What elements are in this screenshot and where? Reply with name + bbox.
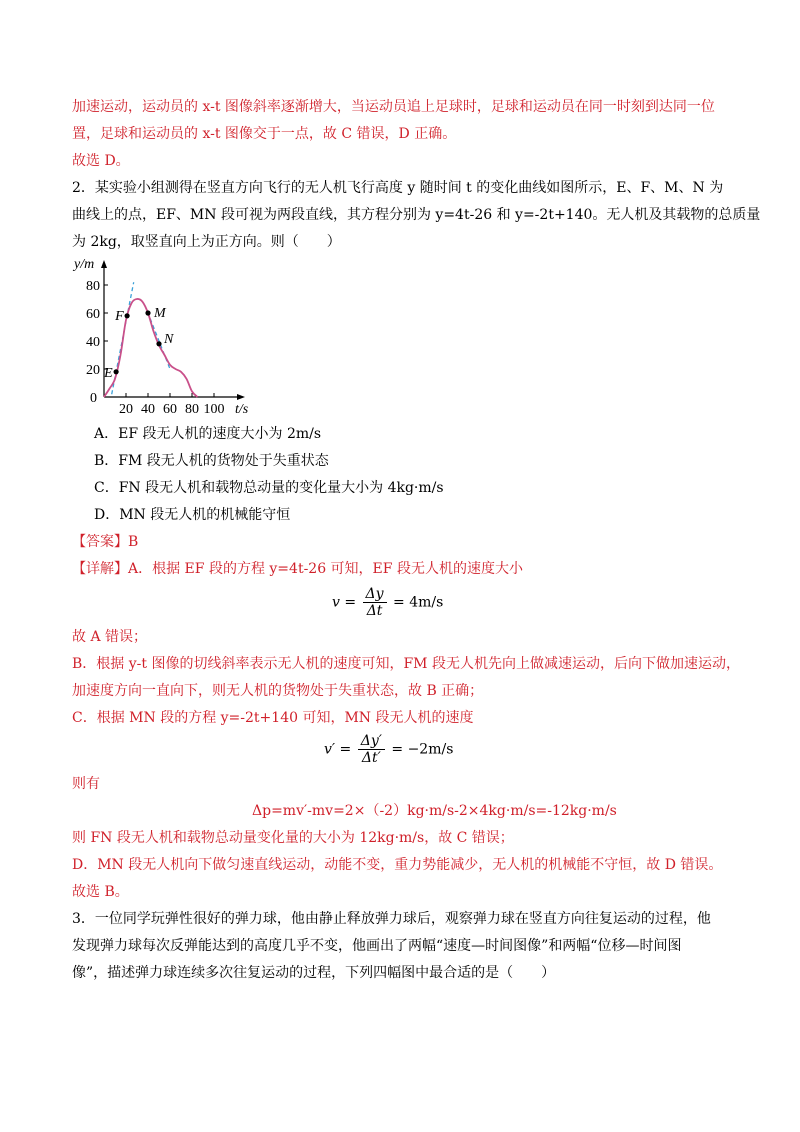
y-axis-label: y/m [74, 257, 95, 272]
detail-a-text: A．根据 EF 段的方程 y=4t-26 可知，EF 段无人机的速度大小 [128, 561, 523, 577]
answer-line [72, 532, 138, 552]
graph-points [103, 306, 174, 381]
q3-stem-line-3: 像”，描述弹力球连续多次往复运动的过程，下列四幅图中最合适的是（ ） [72, 965, 556, 981]
q3-stem-line-1: 3．一位同学玩弹性很好的弹力球，他由静止释放弹力球后，观察弹力球在竖直方向往复运动的过程，他 [72, 911, 711, 927]
detail-c-line-1: C．根据 MN 段的方程 y=-2t+140 可知，MN 段无人机的速度 [72, 710, 474, 726]
detail-a-conclusion: 故 A 错误； [72, 629, 148, 645]
eq2-numerator: Δy′ [358, 733, 385, 750]
graph-tangent-lines [112, 282, 170, 394]
detail-c-conclusion: 则 FN 段无人机和载物总动量变化量的大小为 12kg·m/s，故 C 错误； [72, 830, 514, 846]
eq2-rhs: = −2m/s [391, 741, 454, 758]
point-label-f: F [115, 308, 124, 324]
x-tick-label: 100 [203, 402, 225, 415]
graph-ticks [86, 279, 225, 415]
q2-option-a[interactable]: A．EF 段无人机的速度大小为 2m/s [94, 426, 322, 442]
eq2-denominator: Δt′ [361, 750, 381, 766]
y-tick-label: 40 [86, 335, 100, 350]
q2-stem-line-2: 曲线上的点，EF、MN 段可视为两段直线，其方程分别为 y=4t-26 和 y=-2t+140。无人机及其载物的总质量 [72, 207, 761, 223]
detail-b-line-1: B．根据 y-t 图像的切线斜率表示无人机的速度可知，FM 段无人机先向上做减速运动，后向下做加速运动， [72, 656, 740, 672]
origin-label: 0 [90, 391, 97, 406]
detail-label: 【详解】 [72, 561, 128, 577]
x-tick-label: 80 [185, 402, 199, 415]
point-f [125, 313, 130, 318]
answer-label: 【答案】 [72, 534, 128, 550]
q3-stem-line-2: 发现弹力球每次反弹能达到的高度几乎不变，他画出了两幅“速度—时间图像”和两幅“位移—时间图 [72, 938, 682, 954]
detail-b-line-2: 加速度方向一直向下，则无人机的货物处于失重状态，故 B 正确； [72, 683, 484, 699]
drone-height-time-graph [72, 245, 282, 415]
prev-answer-line-2: 置，足球和运动员的 x-t 图像交于一点，故 C 错误，D 正确。 [72, 126, 457, 142]
detail-d-line: D．MN 段无人机向下做匀速直线运动，动能不变，重力势能减少，无人机的机械能不守恒，故 D 错误。 [72, 857, 723, 873]
eq1-fraction [363, 586, 387, 619]
q2-option-b[interactable]: B．FM 段无人机的货物处于失重状态 [94, 453, 329, 469]
y-axis-arrow [101, 260, 107, 268]
point-label-n: N [164, 331, 174, 347]
point-n [156, 341, 161, 346]
q2-option-d[interactable]: D．MN 段无人机的机械能守恒 [94, 507, 291, 523]
prev-answer-line-1: 加速运动，运动员的 x-t 图像斜率逐渐增大，当运动员追上足球时，足球和运动员在同一时刻到达同一位 [72, 99, 715, 115]
x-axis-arrow [237, 394, 245, 400]
point-e [114, 369, 119, 374]
answer-value: B [128, 534, 139, 550]
point-m [145, 310, 150, 315]
equation-3: Δp=mv′-mv=2×（-2）kg·m/s-2×4kg·m/s=-12kg·m/s [252, 803, 617, 819]
q2-stem-line-1: 2．某实验小组测得在竖直方向飞行的无人机飞行高度 y 随时间 t 的变化曲线如图所示，E、F、M、N 为 [72, 180, 724, 196]
equation-1 [332, 586, 443, 619]
q2-stem-line-3: 为 2kg，取竖直向上为正方向。则（ ） [72, 234, 341, 250]
detail-line-a [72, 559, 523, 579]
q2-option-c[interactable]: C．FN 段无人机和载物总动量的变化量大小为 4kg·m/s [94, 480, 444, 496]
eq2-fraction [358, 733, 385, 766]
prev-answer-conclusion: 故选 D。 [72, 153, 130, 169]
eq1-lhs: v = [332, 594, 357, 611]
x-tick-label: 40 [141, 402, 155, 415]
eq2-lhs: v′ = [324, 741, 352, 758]
equation-2 [324, 733, 453, 766]
y-tick-label: 80 [86, 279, 100, 294]
x-axis-label: t/s [235, 402, 249, 415]
final-answer: 故选 B。 [72, 884, 129, 900]
eq1-rhs: = 4m/s [393, 594, 444, 611]
point-label-e: E [104, 365, 113, 381]
eq1-numerator: Δy [363, 586, 387, 603]
x-tick-label: 60 [163, 402, 177, 415]
point-label-m: M [154, 306, 166, 321]
eq1-denominator: Δt [366, 603, 383, 619]
y-tick-label: 20 [86, 363, 100, 378]
detail-then: 则有 [72, 776, 100, 792]
y-tick-label: 60 [86, 307, 100, 322]
x-tick-label: 20 [119, 402, 133, 415]
